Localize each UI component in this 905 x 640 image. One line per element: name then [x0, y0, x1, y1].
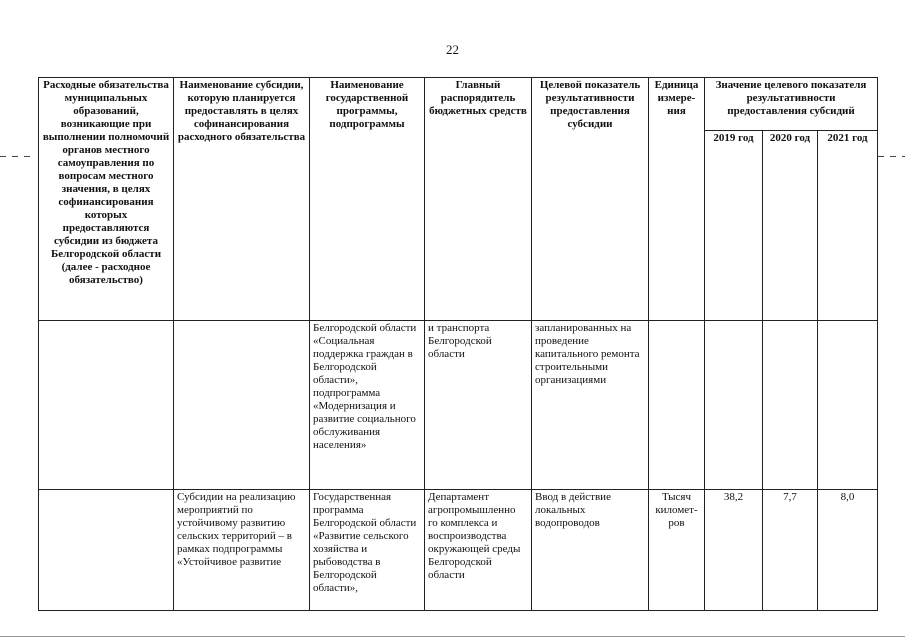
cell-manager: и транспорта Белгородской области: [425, 321, 532, 490]
header-year-2021: 2021 год: [818, 131, 878, 321]
header-year-2020: 2020 год: [763, 131, 818, 321]
cell-program: Белгородской области «Социальная поддержка граждан в Белгородской области», подпрограмма «Модернизация и развитие социального обслуживания населения»: [310, 321, 425, 490]
cell-2019: 38,2: [705, 490, 763, 611]
header-target-indicator: Целевой показатель результативности предоставления субсидии: [532, 78, 649, 321]
cell-indicator: Ввод в действие локальных водопроводов: [532, 490, 649, 611]
cell-manager: Департамент агропромышленно го комплекса и воспроизводства окружающей среды Белгородской области: [425, 490, 532, 611]
header-expense-obligations: Расходные обязательства муниципальных образований, возникающие при выполнении полномочий органов местного самоуправления по вопросам местного значения, в целях софинансирования которых предоставляются субсидии из бюджета Белгородской области (далее - расходное обязательство): [39, 78, 174, 321]
header-unit: Единица измере-ния: [649, 78, 705, 321]
header-subsidy-name: Наименование субсидии, которую планируется предоставлять в целях софинансирования расходного обязательства: [174, 78, 310, 321]
scan-fold-line-right: [878, 156, 905, 157]
cell-subsidy: Субсидии на реализацию мероприятий по устойчивому развитию сельских территорий – в рамках подпрограммы «Устойчивое развитие: [174, 490, 310, 611]
cell-obligation: [39, 321, 174, 490]
cell-unit: Тысяч километ-ров: [649, 490, 705, 611]
header-program-name: Наименование государственной программы, подпрограммы: [310, 78, 425, 321]
header-year-2019: 2019 год: [705, 131, 763, 321]
cell-2019: [705, 321, 763, 490]
table-row: [39, 321, 878, 490]
scan-edge-line: [0, 636, 905, 637]
table-row: [39, 490, 878, 611]
header-target-value: Значение целевого показателя результативности предоставления субсидий: [705, 78, 878, 131]
cell-unit: [649, 321, 705, 490]
subsidy-table: [38, 77, 878, 611]
cell-2020: 7,7: [763, 490, 818, 611]
cell-obligation: [39, 490, 174, 611]
page-number: 22: [446, 42, 459, 57]
cell-2021: [818, 321, 878, 490]
cell-indicator: запланированных на проведение капитального ремонта строительными организациями: [532, 321, 649, 490]
header-budget-manager: Главный распорядитель бюджетных средств: [425, 78, 532, 321]
cell-subsidy: [174, 321, 310, 490]
cell-2021: 8,0: [818, 490, 878, 611]
cell-program: Государственная программа Белгородской области «Развитие сельского хозяйства и рыбоводства в Белгородской области»,: [310, 490, 425, 611]
scan-fold-line-left: [0, 156, 36, 157]
cell-2020: [763, 321, 818, 490]
